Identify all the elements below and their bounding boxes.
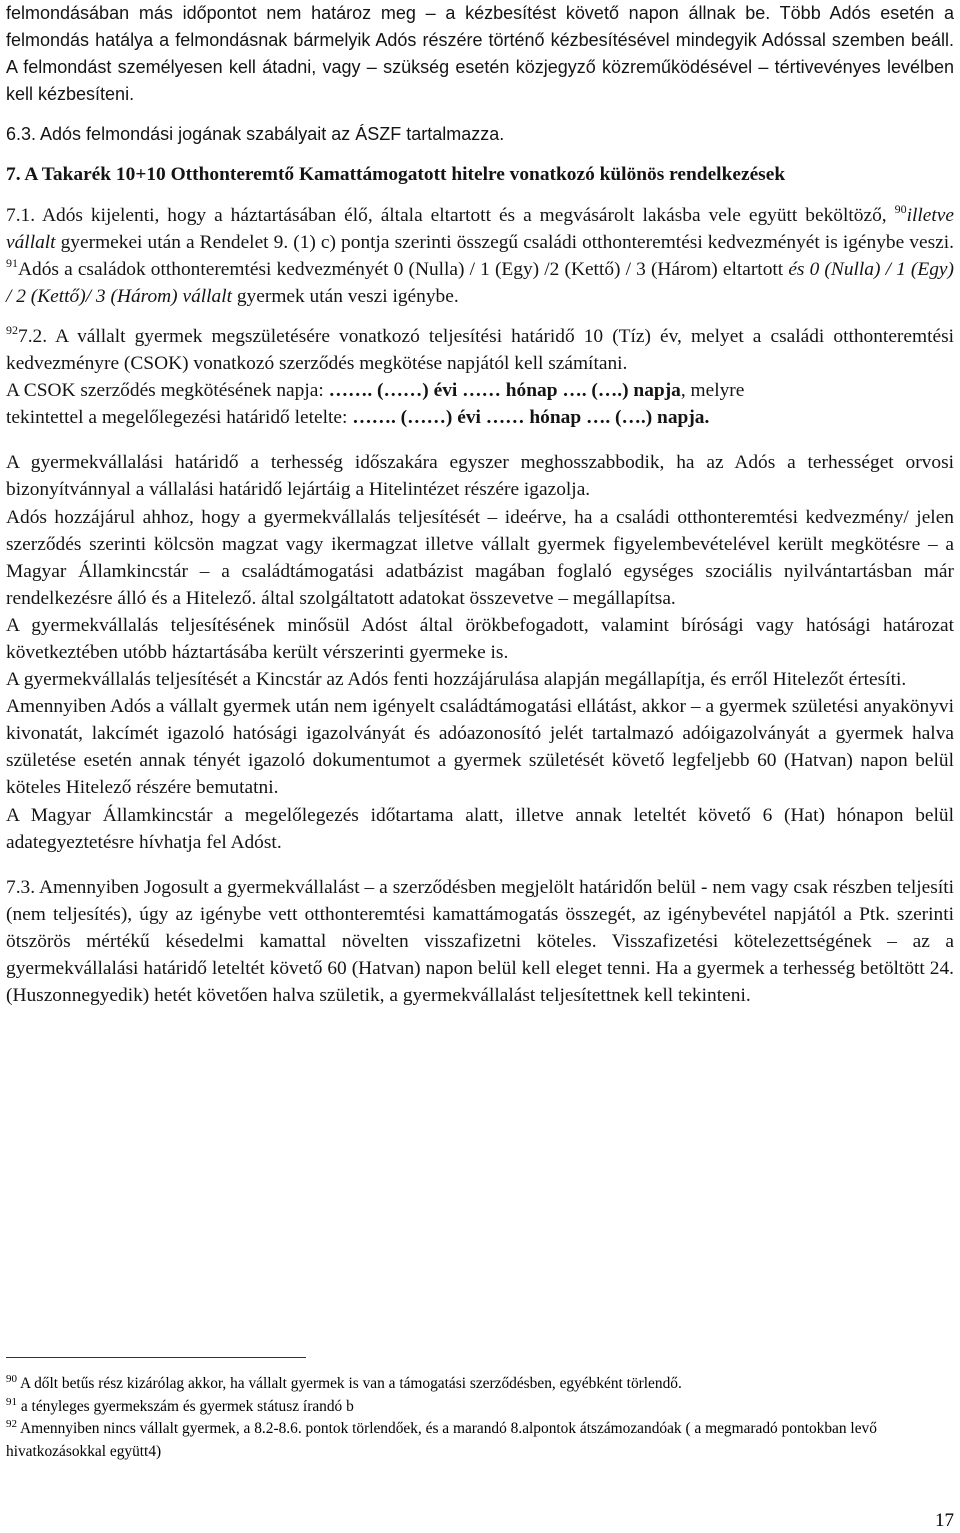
section-7-heading: 7. A Takarék 10+10 Otthonteremtő Kamattámogatott hitelre vonatkozó különös rendelkezések — [6, 164, 786, 186]
paragraph-6-3: 6.3. Adós felmondási jogának szabályait az ÁSZF tartalmazza. — [6, 124, 505, 145]
footnote-separator — [6, 1357, 306, 1358]
text-segment: 7.1. Adós kijelenti, hogy a háztartásában élő, általa eltartott és a megvásárolt lakásba vele együtt beköltöző, — [6, 204, 895, 226]
italic-segment: illetve vállalt — [6, 204, 954, 253]
footnote-ref-91: 91 — [6, 255, 18, 270]
footnote-text: A dőlt betűs rész kizárólag akkor, ha vállalt gyermek is van a támogatási szerződésben, egyébként törlendő. — [20, 1375, 682, 1392]
footnote-91 — [6, 1396, 946, 1419]
paragraph: A gyermekvállalás teljesítésének minősül Adóst által örökbefogadott, valamint bírósági vagy hatósági határozat következtében utóbb háztartásába került vérszerinti gyermeke is. — [6, 614, 954, 663]
page-number: 17 — [935, 1510, 954, 1531]
footnote-ref-90: 90 — [894, 201, 907, 216]
csok-date-label: A CSOK szerződés megkötésének napja: — [6, 380, 329, 402]
footnote-number: 92 — [6, 1418, 17, 1430]
text-segment: gyermek után veszi igénybe. — [232, 285, 459, 307]
paragraph-7-2 — [6, 323, 954, 377]
footnote-number: 91 — [6, 1395, 17, 1408]
paragraph-7-3: 7.3. Amennyiben Jogosult a gyermekvállalást – a szerződésben megjelölt határidőn belül - nem vagy csak részben teljesíti (nem teljesítés), úgy az igénybe vett otthonteremtési kamattámogatás összegét, az igénybevétel napjától a Ptk. szerinti ötszörös mértékű késedelmi kamattal növelten visszafizetni köteles. Visszafizetési kötelezettségének – az a gyermekvállalási határidő leteltét követő 60 (Hatvan) napon belül kell eleget tenni. Ha a gyermek a terhesség betöltött 24. (Huszonnegyedik) hetét követően halva születik, a gyermekvállalást teljesítettnek kell tekinteni. — [6, 876, 954, 1007]
footnotes — [6, 1373, 946, 1463]
paragraph-7-1 — [6, 202, 954, 310]
text-segment: 7.2. A vállalt gyermek megszületésére vonatkozó teljesítési határidő 10 (Tíz) év, melyet a családi otthonteremtési kedvezményre (CSOK) vonatkozó szerződés megkötése napjától kell számítani. — [6, 325, 954, 375]
deadline-label: tekintettel a megelőlegezési határidő letelte: — [6, 407, 353, 429]
footnote-92 — [6, 1418, 946, 1463]
csok-date-tail: , melyre — [680, 380, 745, 402]
text-segment: Adós a családok otthonteremtési kedvezményét 0 (Nulla) / 1 (Egy) /2 (Kettő) / 3 (Három) eltartott — [18, 258, 789, 280]
footnote-text: Amennyiben nincs vállalt gyermek, a 8.2-8.6. pontok törlendőek, és a marandó 8.alpontok átszámozandóak ( a megmaradó pontokban levő hivatkozásokkal együtt4) — [6, 1420, 877, 1460]
italic-segment: és 0 (Nulla) / 1 (Egy) / 2 (Kettő)/ 3 (Három) vállalt — [6, 258, 954, 307]
paragraph: Adós hozzájárul ahhoz, hogy a gyermekvállalás teljesítését – ideérve, ha a családi otthonteremtési kedvezmény/ jelen szerződés szerinti kölcsön magzat vagy ikermagzat illetve vállalt gyermek figyelembevételével került megkötésre – a Magyar Államkincstár – a családtámogatási adatbázist magában foglaló egységes szociális nyilvántartásban már rendelkezésre álló és a Hitelező. által szolgáltatott adatokat összevetve – megállapítsa. — [6, 506, 954, 609]
csok-date-blank: ……. (……) évi …… hónap …. (….) napja — [328, 380, 681, 402]
footnote-text: a tényleges gyermekszám és gyermek státusz írandó b — [20, 1397, 354, 1415]
text-segment: gyermekei után a Rendelet 9. (1) c) pontja szerinti összegű családi otthonteremtési kedvezményét is igénybe veszi. — [55, 231, 954, 253]
footnote-90 — [6, 1373, 946, 1396]
paragraph: A gyermekvállalás teljesítését a Kincstár az Adós fenti hozzájárulása alapján megállapítja, és erről Hitelezőt értesíti. — [6, 669, 907, 691]
csok-date-line — [6, 377, 954, 431]
paragraph: A Magyar Államkincstár a megelőlegezés időtartama alatt, illetve annak leteltét követő 6 (Hat) hónapon belül adategyeztetésre hívhatja fel Adóst. — [6, 804, 954, 853]
paragraph-intro: felmondásában más időpontot nem határoz meg – a kézbesítést követő napon állnak be. Több Adós esetén a felmondás hatálya a felmondásnak bármelyik Adós részére történő kézbesítésével mindegyik Adóssal szemben beáll. A felmondást személyesen kell átadni, vagy – szükség esetén közjegyző közreműködésével – tértivevényes levélben kell kézbesíteni. — [6, 3, 954, 105]
paragraph: Amennyiben Adós a vállalt gyermek után nem igényelt családtámogatási ellátást, akkor – a gyermek születési anyakönyvi kivonatát, lakcímét igazoló hatósági igazolványát és adóazonosító jelét tartalmazó adóigazolványát a gyermek halva születése esetén annak tényét igazoló dokumentumot a gyermek születését követő legfeljebb 60 (Hatvan) napon belül köteles Hitelező részére bemutatni. — [6, 696, 954, 799]
paragraph: A gyermekvállalási határidő a terhesség időszakára egyszer meghosszabbodik, ha az Adós a terhességet orvosi bizonyítvánnyal a vállalási határidő lejártáig a Hitelintézet részére igazolja. — [6, 452, 954, 501]
deadline-blank: ……. (……) évi …… hónap …. (….) napja. — [352, 407, 710, 429]
footnote-ref-92: 92 — [6, 322, 18, 337]
footnote-number: 90 — [6, 1373, 17, 1385]
